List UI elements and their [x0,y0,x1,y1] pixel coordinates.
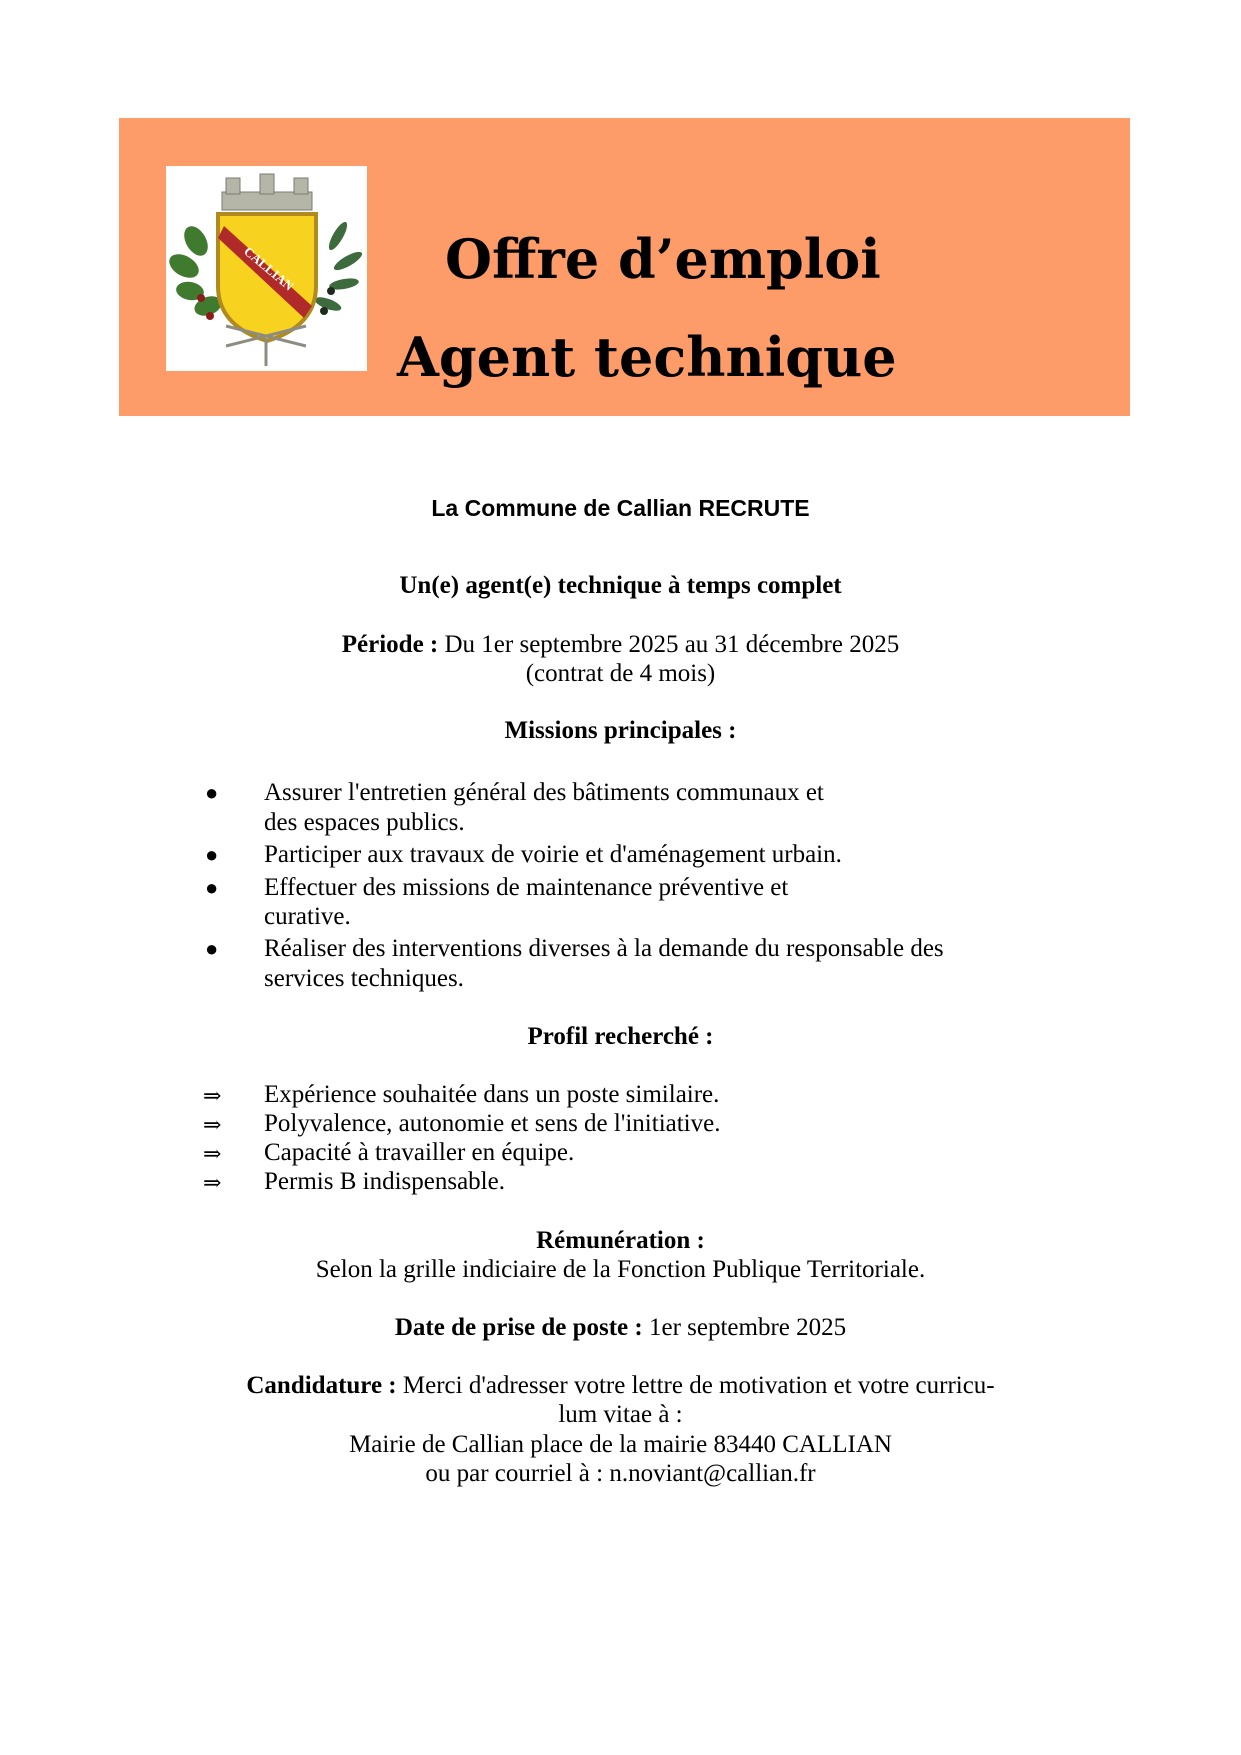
mission-item: Assurer l'entretien général des bâtiments communaux et [264,779,824,806]
mission-item-continued: des espaces publics. [264,809,465,836]
salary-heading [0,1226,1241,1256]
mission-item-continued: services techniques. [264,965,464,992]
application-text: Merci d'adresser votre lettre de motivation et votre curricu- [396,1372,995,1399]
period-note: (contrat de 4 mois) [525,660,716,687]
arrow-icon: ⇒ [203,1170,222,1195]
bullet-icon: ● [205,780,219,805]
bullet-icon: ● [205,842,219,867]
olive-branch-icon [313,220,364,315]
application-line-2: lum vitae à : [558,1401,683,1428]
start-date-label: Date de prise de poste : [394,1314,643,1341]
bullet-icon: ● [205,936,219,961]
mission-item: Effectuer des missions de maintenance préventive et [264,874,789,901]
salary-text: Selon la grille indiciaire de la Fonction Publique Territoriale. [315,1256,926,1283]
application-line [0,1371,1241,1401]
missions-heading-text: Missions principales : [504,717,737,744]
offer-title: Offre d’emploi [445,227,881,291]
arrow-icon: ⇒ [203,1083,222,1108]
arrow-icon: ⇒ [203,1141,222,1166]
profile-item: Permis B indispensable. [264,1168,505,1195]
job-title: Agent technique [397,325,897,389]
oak-branch-icon [166,222,224,320]
mairie-address: Mairie de Callian place de la mairie 83440 CALLIAN [349,1431,892,1458]
period-line [0,630,1241,660]
profile-item: Expérience souhaitée dans un poste similaire. [264,1081,720,1108]
callian-coat-of-arms-logo [166,166,367,371]
mural-crown-icon [222,174,312,210]
bullet-icon: ● [205,875,219,900]
application-label: Candidature : [246,1372,397,1399]
mission-item: Réaliser des interventions diverses à la demande du responsable des [264,935,944,962]
profile-item: Capacité à travailler en équipe. [264,1139,575,1166]
start-date-line [0,1313,1241,1343]
recruiter-line: La Commune de Callian RECRUTE [431,495,810,521]
mission-item: Participer aux travaux de voirie et d'aménagement urbain. [264,841,842,868]
mission-item-continued: curative. [264,903,351,930]
profile-heading-text: Profil recherché : [527,1023,714,1050]
period-label: Période : [341,631,439,658]
logo-text: CALLIAN [241,243,297,294]
salary-heading-text: Rémunération : [536,1227,705,1254]
missions-heading [0,716,1241,746]
profile-heading [0,1022,1241,1052]
profile-item: Polyvalence, autonomie et sens de l'initiative. [264,1110,721,1137]
start-date-value: 1er septembre 2025 [642,1314,847,1341]
period-value: Du 1er septembre 2025 au 31 décembre 2025 [438,631,900,658]
contact-email: ou par courriel à : n.noviant@callian.fr [425,1460,816,1487]
position-text: Un(e) agent(e) technique à temps complet [399,572,842,599]
arrow-icon: ⇒ [203,1112,222,1137]
position-line [0,571,1241,601]
